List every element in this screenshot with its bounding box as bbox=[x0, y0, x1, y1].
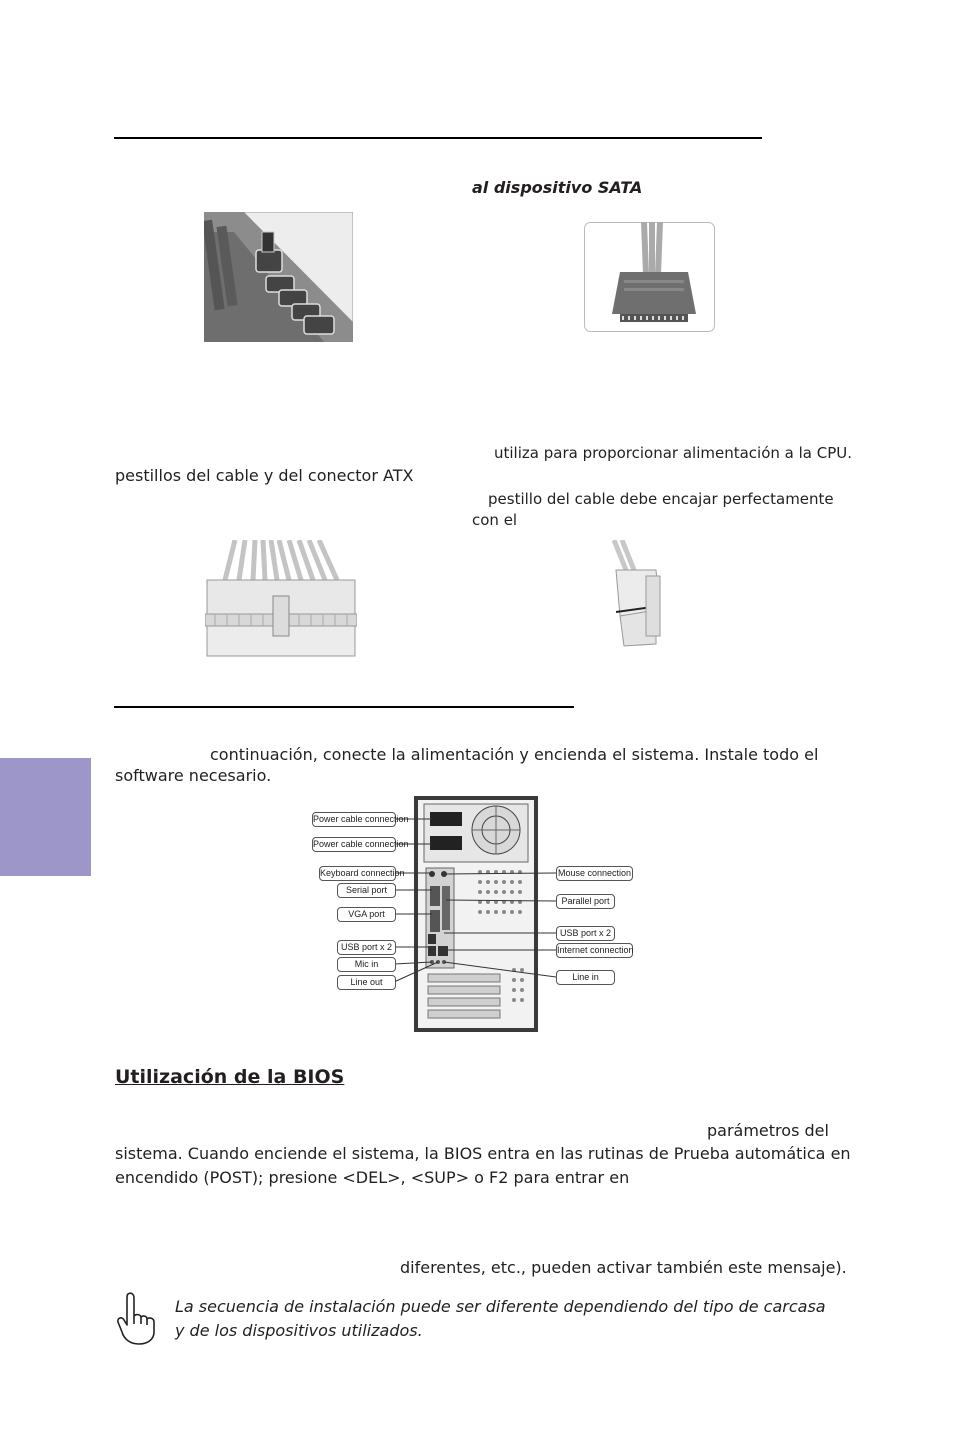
label-mic-in: Mic in bbox=[337, 957, 396, 972]
pointing-hand-icon bbox=[114, 1290, 160, 1346]
cpu-power-connector-image bbox=[606, 540, 668, 650]
atx-power-connector-image bbox=[205, 540, 357, 658]
note-text-line1: La secuencia de instalación puede ser diferente dependiendo del tipo de carcasa bbox=[175, 1297, 826, 1316]
label-parallel-port: Parallel port bbox=[556, 894, 615, 909]
label-usb-port-left: USB port x 2 bbox=[337, 940, 396, 955]
latch-fit-text-line2: con el bbox=[472, 511, 518, 529]
section-rule-top bbox=[114, 137, 762, 139]
label-serial-port: Serial port bbox=[337, 883, 396, 898]
motherboard-sata-ports-image bbox=[204, 212, 353, 342]
section-rule-middle bbox=[114, 706, 574, 708]
label-vga-port: VGA port bbox=[337, 907, 396, 922]
label-keyboard-connection: Keyboard connection bbox=[319, 866, 396, 881]
label-mouse-connection: Mouse connection bbox=[556, 866, 633, 881]
bios-heading: Utilización de la BIOS bbox=[115, 1066, 345, 1088]
latch-fit-text-line1: pestillo del cable debe encajar perfectamente bbox=[488, 490, 834, 508]
label-line-out: Line out bbox=[337, 975, 396, 990]
atx-latch-text: pestillos del cable y del conector ATX bbox=[115, 466, 414, 485]
sata-device-caption: al dispositivo SATA bbox=[472, 178, 643, 197]
cpu-power-text: utiliza para proporcionar alimentación a la CPU. bbox=[494, 444, 853, 462]
note-text-line2: y de los dispositivos utilizados. bbox=[175, 1321, 423, 1340]
label-power-cable-connection-1: Power cable connection bbox=[312, 812, 396, 827]
label-internet-connection: Internet connection bbox=[556, 943, 633, 958]
bios-text-line2: sistema. Cuando enciende el sistema, la BIOS entra en las rutinas de Prueba automática en bbox=[115, 1144, 851, 1163]
bios-text-line4: diferentes, etc., pueden activar también este mensaje). bbox=[400, 1258, 847, 1277]
chapter-side-tab bbox=[0, 758, 91, 876]
bios-text-line1: parámetros del bbox=[707, 1121, 829, 1140]
power-paragraph-line1: continuación, conecte la alimentación y encienda el sistema. Instale todo el bbox=[210, 745, 819, 764]
label-usb-port-right: USB port x 2 bbox=[556, 926, 615, 941]
sata-power-connector-image bbox=[584, 222, 715, 332]
label-line-in: Line in bbox=[556, 970, 615, 985]
label-power-cable-connection-2: Power cable connection bbox=[312, 837, 396, 852]
power-paragraph-line2: software necesario. bbox=[115, 766, 272, 785]
bios-text-line3: encendido (POST); presione <DEL>, <SUP> o F2 para entrar en bbox=[115, 1168, 630, 1187]
